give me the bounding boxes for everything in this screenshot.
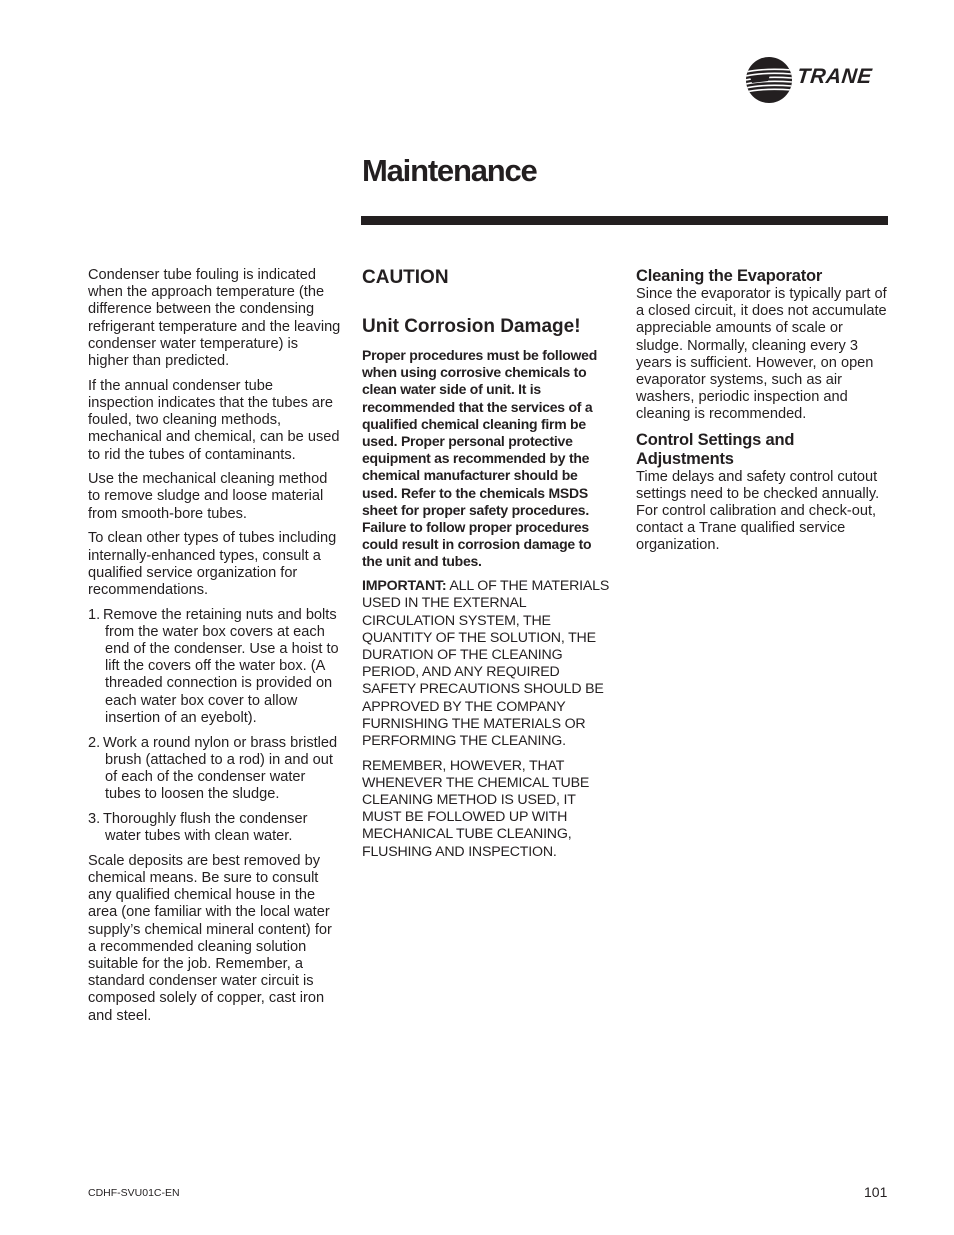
step-number: 3. (88, 810, 101, 827)
important-text: ALL OF THE MATERIALS USED IN THE EXTERNAL CIRCULATION SYSTEM, THE QUANTITY OF THE SOLUTION, THE DURATION OF THE CLEANING PERIOD, AND ANY REQUIRED SAFETY PRECAUTIONS SHOULD BE APPROVED BY THE COMPANY FURNISHING THE MATERIALS OR PERFORMING THE CLEANING. (362, 578, 610, 749)
list-item (88, 607, 342, 727)
step-number: 1. (88, 606, 101, 623)
title-divider (361, 216, 888, 225)
cleaning-steps (88, 607, 342, 846)
page-number: 101 (864, 1184, 888, 1200)
remember-note: REMEMBER, HOWEVER, THAT WHENEVER THE CHEMICAL TUBE CLEANING METHOD IS USED, IT MUST BE FOLLOWED UP WITH MECHANICAL TUBE CLEANING, FLUSHING AND INSPECTION. (362, 757, 590, 860)
list-item (88, 735, 342, 804)
middle-column (362, 267, 614, 868)
step-number: 2. (88, 734, 101, 751)
step-text: Thoroughly flush the condenser water tubes with clean water. (103, 810, 308, 845)
section-title: Control Settings and Adjustments (636, 430, 795, 468)
page-title: Maintenance (362, 153, 537, 188)
warning-body: Proper procedures must be followed when using corrosive chemicals to clean water side of unit. It is recommended that the services of a qualified chemical cleaning firm be used. Proper personal protective equipment as recommended by the chemical manufacturer should be used. Refer to the chemicals MSDS sheet for proper safety procedures. Failure to follow proper procedures could result in corrosion damage to the unit and tubes. (362, 347, 597, 570)
trane-logo (744, 55, 894, 105)
warning-title: Unit Corrosion Damage! (362, 316, 581, 337)
document-id: CDHF-SVU01C-EN (88, 1187, 180, 1199)
section-title: Cleaning the Evaporator (636, 267, 823, 285)
trane-logo-icon (744, 55, 794, 105)
caution-heading: CAUTION (362, 267, 449, 288)
paragraph: To clean other types of tubes including internally-enhanced types, consult a qualified service organization for recommendations. (88, 530, 337, 598)
important-note (362, 578, 614, 750)
paragraph: Use the mechanical cleaning method to remove sludge and loose material from smooth-bore tubes. (88, 471, 328, 522)
right-column (636, 267, 892, 562)
section-body: Time delays and safety control cutout settings need to be checked annually. For control calibration and check-out, contact a Trane qualified service organization. (636, 468, 880, 554)
paragraph: If the annual condenser tube inspection indicates that the tubes are fouled, two cleaning methods, mechanical and chemical, can be used to rid the tubes of contaminants. (88, 377, 340, 463)
brand-name: TRANE (795, 65, 874, 88)
step-text: Remove the retaining nuts and bolts from the water box covers at each end of the condenser. Use a hoist to lift the covers off the water box. (A threaded connection is provided on each water box cover to allow insertion of an eyebolt). (103, 606, 339, 726)
section-body: Since the evaporator is typically part of a closed circuit, it does not accumulate appreciable amounts of scale or sludge. Normally, cleaning every 3 years is sufficient. However, on open evaporator systems, such as air washers, periodic inspection and cleaning is recommended. (636, 286, 887, 423)
paragraph: Scale deposits are best removed by chemical means. Be sure to consult any qualified chemical house in the area (one familiar with the local water supply’s chemical mineral content) for a recommended cleaning solution suitable for the job. Remember, a standard condenser water circuit is composed solely of copper, cast iron and steel. (88, 852, 332, 1024)
important-label: IMPORTANT: (362, 578, 447, 595)
list-item (88, 811, 342, 845)
left-column (88, 267, 342, 1032)
step-text: Work a round nylon or brass bristled brush (attached to a rod) in and out of each of the condenser water tubes to loosen the sludge. (103, 734, 338, 803)
paragraph: Condenser tube fouling is indicated when the approach temperature (the difference between the condensing refrigerant temperature and the leaving condenser water temperature) is higher than predicted. (88, 267, 341, 370)
